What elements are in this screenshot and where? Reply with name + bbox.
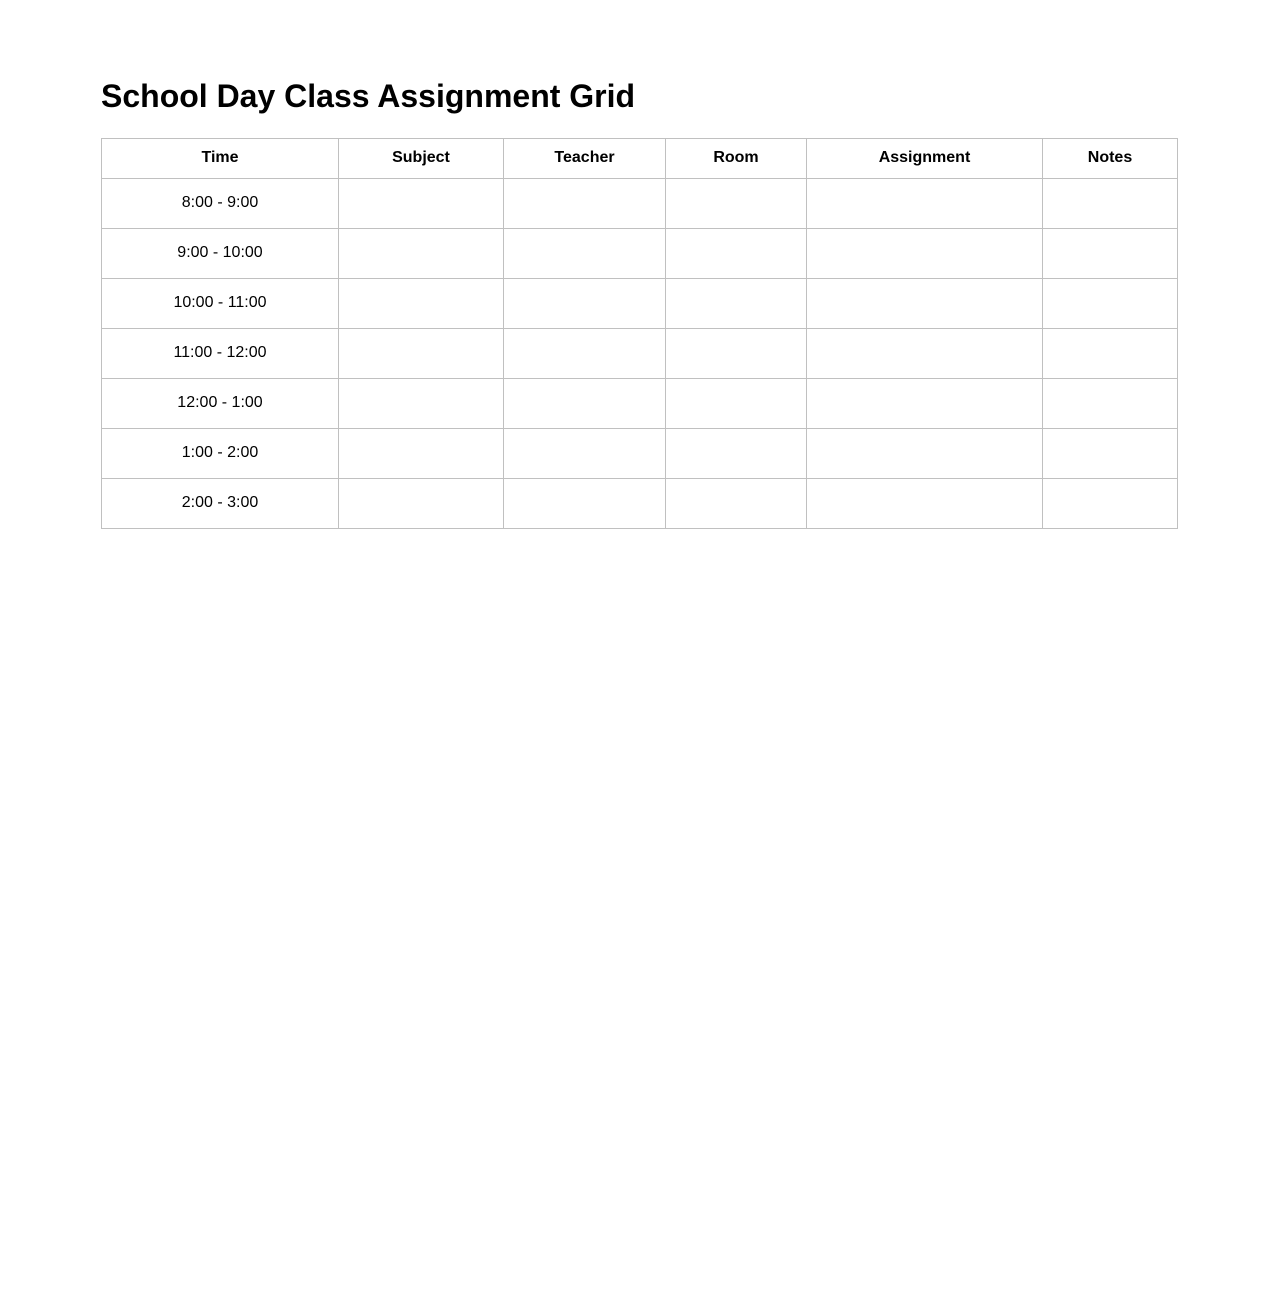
table-row xyxy=(102,278,1178,328)
assignment-cell xyxy=(807,228,1043,278)
time-cell: 8:00 - 9:00 xyxy=(102,178,339,228)
table-header xyxy=(102,138,1178,178)
subject-cell xyxy=(339,278,504,328)
time-cell: 10:00 - 11:00 xyxy=(102,278,339,328)
column-header-time: Time xyxy=(102,138,339,178)
schedule-table xyxy=(101,138,1178,529)
column-header-subject: Subject xyxy=(339,138,504,178)
column-header-assignment: Assignment xyxy=(807,138,1043,178)
table-row xyxy=(102,328,1178,378)
assignment-cell xyxy=(807,478,1043,528)
column-header-notes: Notes xyxy=(1043,138,1178,178)
assignment-cell xyxy=(807,428,1043,478)
notes-cell xyxy=(1043,428,1178,478)
room-cell xyxy=(666,228,807,278)
subject-cell xyxy=(339,428,504,478)
assignment-cell xyxy=(807,278,1043,328)
notes-cell xyxy=(1043,178,1178,228)
subject-cell xyxy=(339,178,504,228)
time-cell: 9:00 - 10:00 xyxy=(102,228,339,278)
table-row xyxy=(102,478,1178,528)
teacher-cell xyxy=(504,378,666,428)
teacher-cell xyxy=(504,428,666,478)
column-header-teacher: Teacher xyxy=(504,138,666,178)
table-row xyxy=(102,378,1178,428)
room-cell xyxy=(666,478,807,528)
subject-cell xyxy=(339,228,504,278)
notes-cell xyxy=(1043,478,1178,528)
time-cell: 12:00 - 1:00 xyxy=(102,378,339,428)
teacher-cell xyxy=(504,228,666,278)
time-cell: 11:00 - 12:00 xyxy=(102,328,339,378)
room-cell xyxy=(666,278,807,328)
assignment-cell xyxy=(807,178,1043,228)
room-cell xyxy=(666,178,807,228)
table-body xyxy=(102,178,1178,528)
notes-cell xyxy=(1043,228,1178,278)
table-row xyxy=(102,228,1178,278)
room-cell xyxy=(666,328,807,378)
table-row xyxy=(102,428,1178,478)
subject-cell xyxy=(339,328,504,378)
page-title: School Day Class Assignment Grid xyxy=(101,78,636,114)
subject-cell xyxy=(339,378,504,428)
teacher-cell xyxy=(504,478,666,528)
teacher-cell xyxy=(504,278,666,328)
notes-cell xyxy=(1043,378,1178,428)
notes-cell xyxy=(1043,278,1178,328)
header-row xyxy=(102,138,1178,178)
room-cell xyxy=(666,428,807,478)
time-cell: 2:00 - 3:00 xyxy=(102,478,339,528)
room-cell xyxy=(666,378,807,428)
time-cell: 1:00 - 2:00 xyxy=(102,428,339,478)
teacher-cell xyxy=(504,328,666,378)
teacher-cell xyxy=(504,178,666,228)
notes-cell xyxy=(1043,328,1178,378)
assignment-cell xyxy=(807,328,1043,378)
table-row xyxy=(102,178,1178,228)
assignment-cell xyxy=(807,378,1043,428)
column-header-room: Room xyxy=(666,138,807,178)
subject-cell xyxy=(339,478,504,528)
